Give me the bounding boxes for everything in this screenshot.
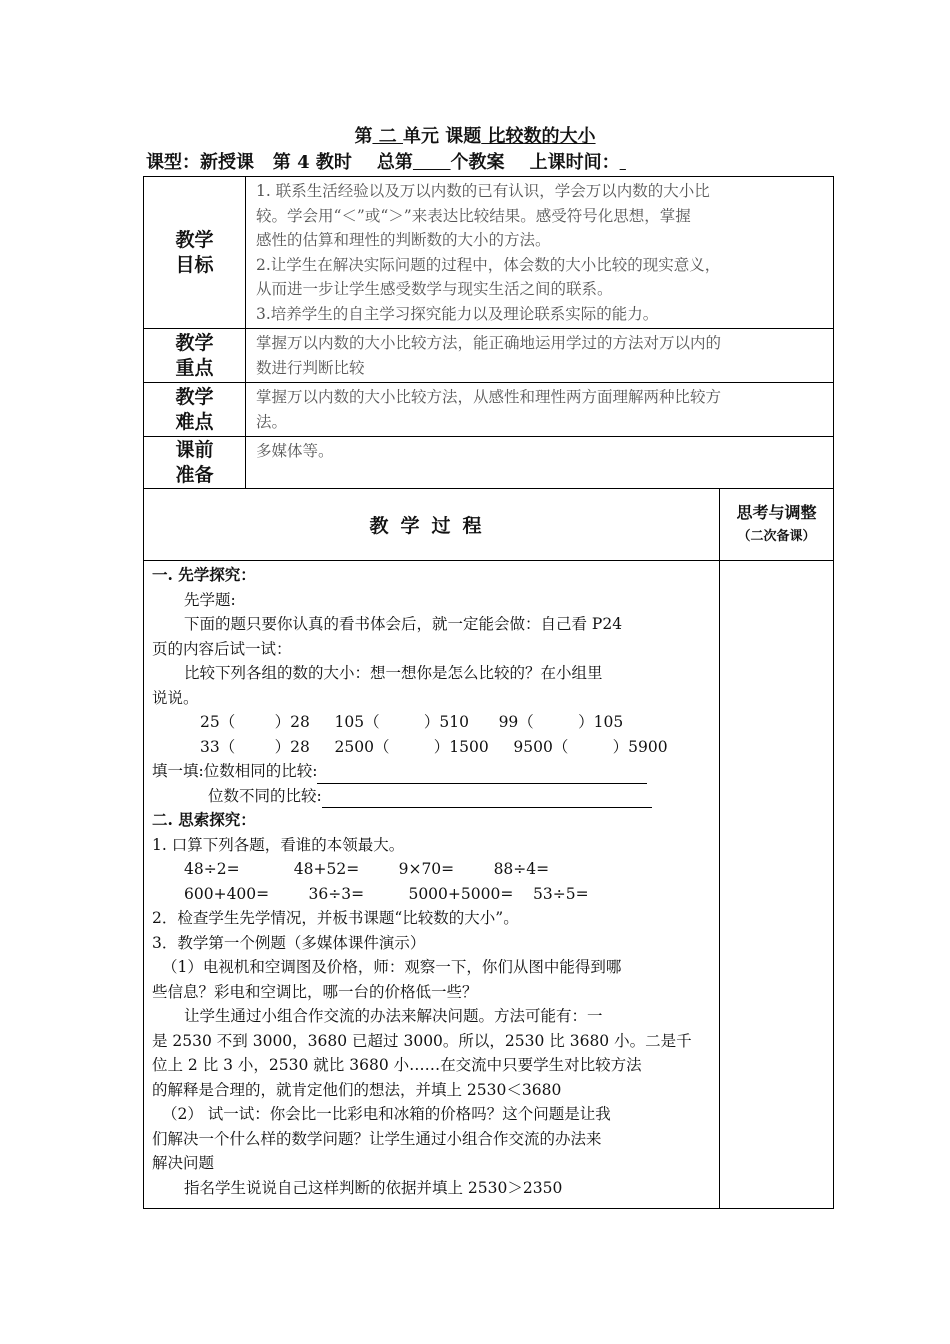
difficulties-label: 教学 难点 [144, 383, 246, 437]
pre-question-label: 先学题: [184, 590, 236, 609]
page-title [0, 122, 950, 148]
fill-same-digits: 填一填:位数相同的比较: [152, 759, 713, 784]
lesson-info-blank [413, 152, 451, 173]
lesson-info-blank2 [620, 152, 626, 173]
objectives-label: 教学 目标 [144, 177, 246, 329]
part1-title: 一. 先学探究： [152, 565, 256, 584]
lesson-info-text2: 个教案 上课时间： [450, 152, 620, 173]
key-points-row [144, 329, 834, 383]
process-content: 一. 先学探究： 先学题: 下面的题只要你认真的看书体会后，就一定能会做：自己看 P24 页的内容后试一试： 比较下列各组的数的大小：想一想你是怎么比较的？在小组里 说说。 25（ ）28 105（ ）510 99（ ）105 33（ ）28 2500（ ）1500 9500（ ）5900 填一填:位数相同的比较: 位数不同的比较: 二. 思索探究： 1. 口算下列各题，看谁的本领最大。 48÷2= 48+52= 9×70= 88÷4= 600+400= 36÷3= 5000+5000= 53÷5= 2．检查学生先学情况，并板书课题“比较数的大小”。 3．教学第一个例题（多媒体课件演示） （1）电视机和空调图及价格，师：观察一下，你们从图中能得到哪 些信息？彩电和空调比，哪一台的价格低一些？ 让学生通过小组合作交流的办法来解决问题。方法可能有：一 是 2530 不到 3000，3680 已超过 3000。所以，2530 比 3680 小。二是千 位上 2 比 3 小，2530 就比 3680 小……在交流中只要学生对比较方法 的解释是合理的，就肯定他们的想法，并填上 2530＜3680 （2） 试一试：你会比一比彩电和冰箱的价格吗？这个问题是让我 们解决一个什么样的数学问题？让学生通过小组合作交流的办法来 解决问题 指名学生说说自己这样判断的依据并填上 2530＞2350 [144, 561, 720, 1209]
lesson-info [146, 148, 626, 174]
lesson-plan-table [143, 176, 834, 1209]
process-body-row [144, 561, 834, 1209]
key-points-content: 掌握万以内数的大小比较方法，能正确地运用学过的方法对万以内的 数进行判断比较 [246, 329, 834, 383]
title-prefix: 第 [354, 126, 373, 147]
reflection-heading: 思考与调整 （二次备课） [720, 489, 834, 561]
process-heading: 教学过程 [144, 489, 720, 561]
objectives-row [144, 177, 834, 329]
topic: 比较数的大小 [481, 126, 596, 147]
topic-label: 课题 [445, 126, 482, 147]
lesson-info-text1: 课型：新授课 第 4 教时 总第 [146, 152, 413, 173]
compare-row: 33（ ）28 2500（ ）1500 9500（ ）5900 [200, 737, 668, 756]
difficulties-row [144, 383, 834, 437]
compare-row: 25（ ）28 105（ ）510 99（ ）105 [200, 713, 624, 731]
answer-line [322, 791, 652, 808]
part2-title: 二. 思索探究： [152, 810, 256, 829]
unit-number: 二 [372, 126, 403, 147]
difficulties-content: 掌握万以内数的大小比较方法，从感性和理性两方面理解两种比较方 法。 [246, 383, 834, 437]
reflection-content [720, 561, 834, 1209]
key-points-label: 教学 重点 [144, 329, 246, 383]
mental-math-row: 600+400= 36÷3= 5000+5000= 53÷5= [184, 884, 589, 903]
mental-math-row: 48÷2= 48+52= 9×70= 88÷4= [184, 860, 550, 878]
process-header-row [144, 489, 834, 561]
preparation-content: 多媒体等。 [246, 437, 834, 489]
answer-line [317, 767, 647, 784]
fill-diff-digits: 位数不同的比较: [152, 784, 713, 809]
unit-word: 单元 [402, 126, 439, 147]
preparation-row [144, 437, 834, 489]
preparation-label: 课前 准备 [144, 437, 246, 489]
objectives-content: 1. 联系生活经验以及万以内数的已有认识，学会万以内数的大小比 较。学会用“＜”或“＞”来表达比较结果。感受符号化思想，掌握 感性的估算和理性的判断数的大小的方法。 2.让学生在解决实际问题的过程中，体会数的大小比较的现实意义， 从而进一步让学生感受数学与现实生活之间的联系。 3.培养学生的自主学习探究能力以及理论联系实际的能力。 [246, 177, 834, 329]
